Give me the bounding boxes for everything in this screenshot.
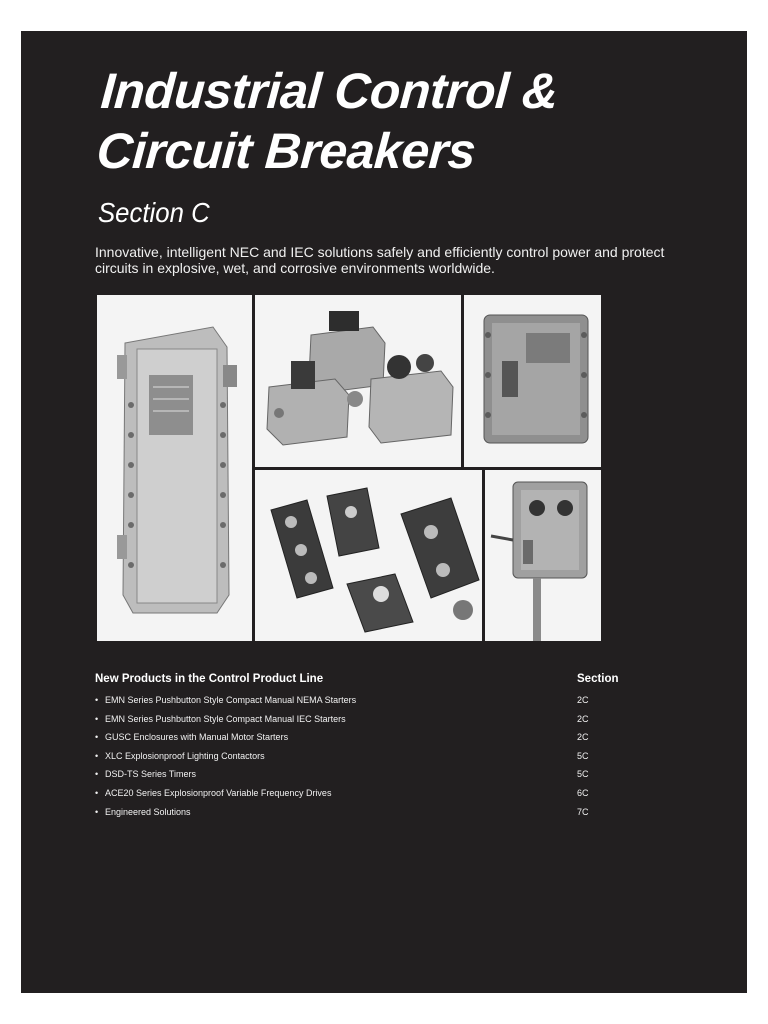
control-stations-photo (255, 470, 482, 641)
section-column-header: Section (577, 673, 619, 685)
product-name: ACE20 Series Explosionproof Variable Frequency Drives (105, 787, 332, 798)
product-section: 5C (577, 769, 589, 780)
product-name: EMN Series Pushbutton Style Compact Manual NEMA Starters (105, 695, 357, 705)
product-name: XLC Explosionproof Lighting Contactors (105, 750, 265, 761)
table-row (95, 807, 625, 826)
table-header (95, 673, 625, 685)
bullet-icon: • (95, 787, 99, 798)
bullet-icon: • (95, 769, 99, 780)
product-name: Engineered Solutions (105, 806, 191, 817)
title-line-2: Circuit Breakers (94, 123, 478, 179)
catalog-page (21, 31, 747, 993)
table-row (95, 732, 625, 751)
product-name: GUSC Enclosures with Manual Motor Starters (105, 732, 289, 743)
products-header-label: New Products in the Control Product Line (95, 673, 324, 685)
pushbutton-enclosures-photo (255, 295, 461, 467)
intro-text: Innovative, intelligent NEC and IEC solutions safely and efficiently control power and protect circuits in explosive, wet, and corrosive environments worldwide. (95, 244, 665, 276)
tall-enclosure-photo (97, 295, 252, 641)
table-row (95, 714, 625, 733)
bullet-icon: • (95, 732, 99, 743)
bullet-icon: • (95, 713, 99, 724)
starter-enclosure-photo (464, 295, 601, 467)
table-row (95, 769, 625, 788)
bullet-icon: • (95, 750, 99, 761)
section-label: Section C (98, 197, 210, 228)
product-name: DSD-TS Series Timers (105, 769, 197, 780)
product-section: 2C (577, 713, 589, 724)
product-section: 7C (577, 806, 589, 817)
table-row (95, 695, 625, 714)
product-section: 2C (577, 695, 589, 705)
product-section: 2C (577, 732, 589, 743)
pole-mounted-drive-photo (485, 470, 601, 641)
product-section: 5C (577, 750, 589, 761)
page-title (95, 61, 560, 181)
table-row (95, 788, 625, 807)
product-section: 6C (577, 787, 589, 798)
title-line-1: Industrial Control & (99, 63, 560, 119)
new-products-table (95, 673, 625, 825)
bullet-icon: • (95, 806, 99, 817)
table-row (95, 751, 625, 770)
bullet-icon: • (95, 695, 99, 705)
product-name: EMN Series Pushbutton Style Compact Manual IEC Starters (105, 713, 346, 724)
